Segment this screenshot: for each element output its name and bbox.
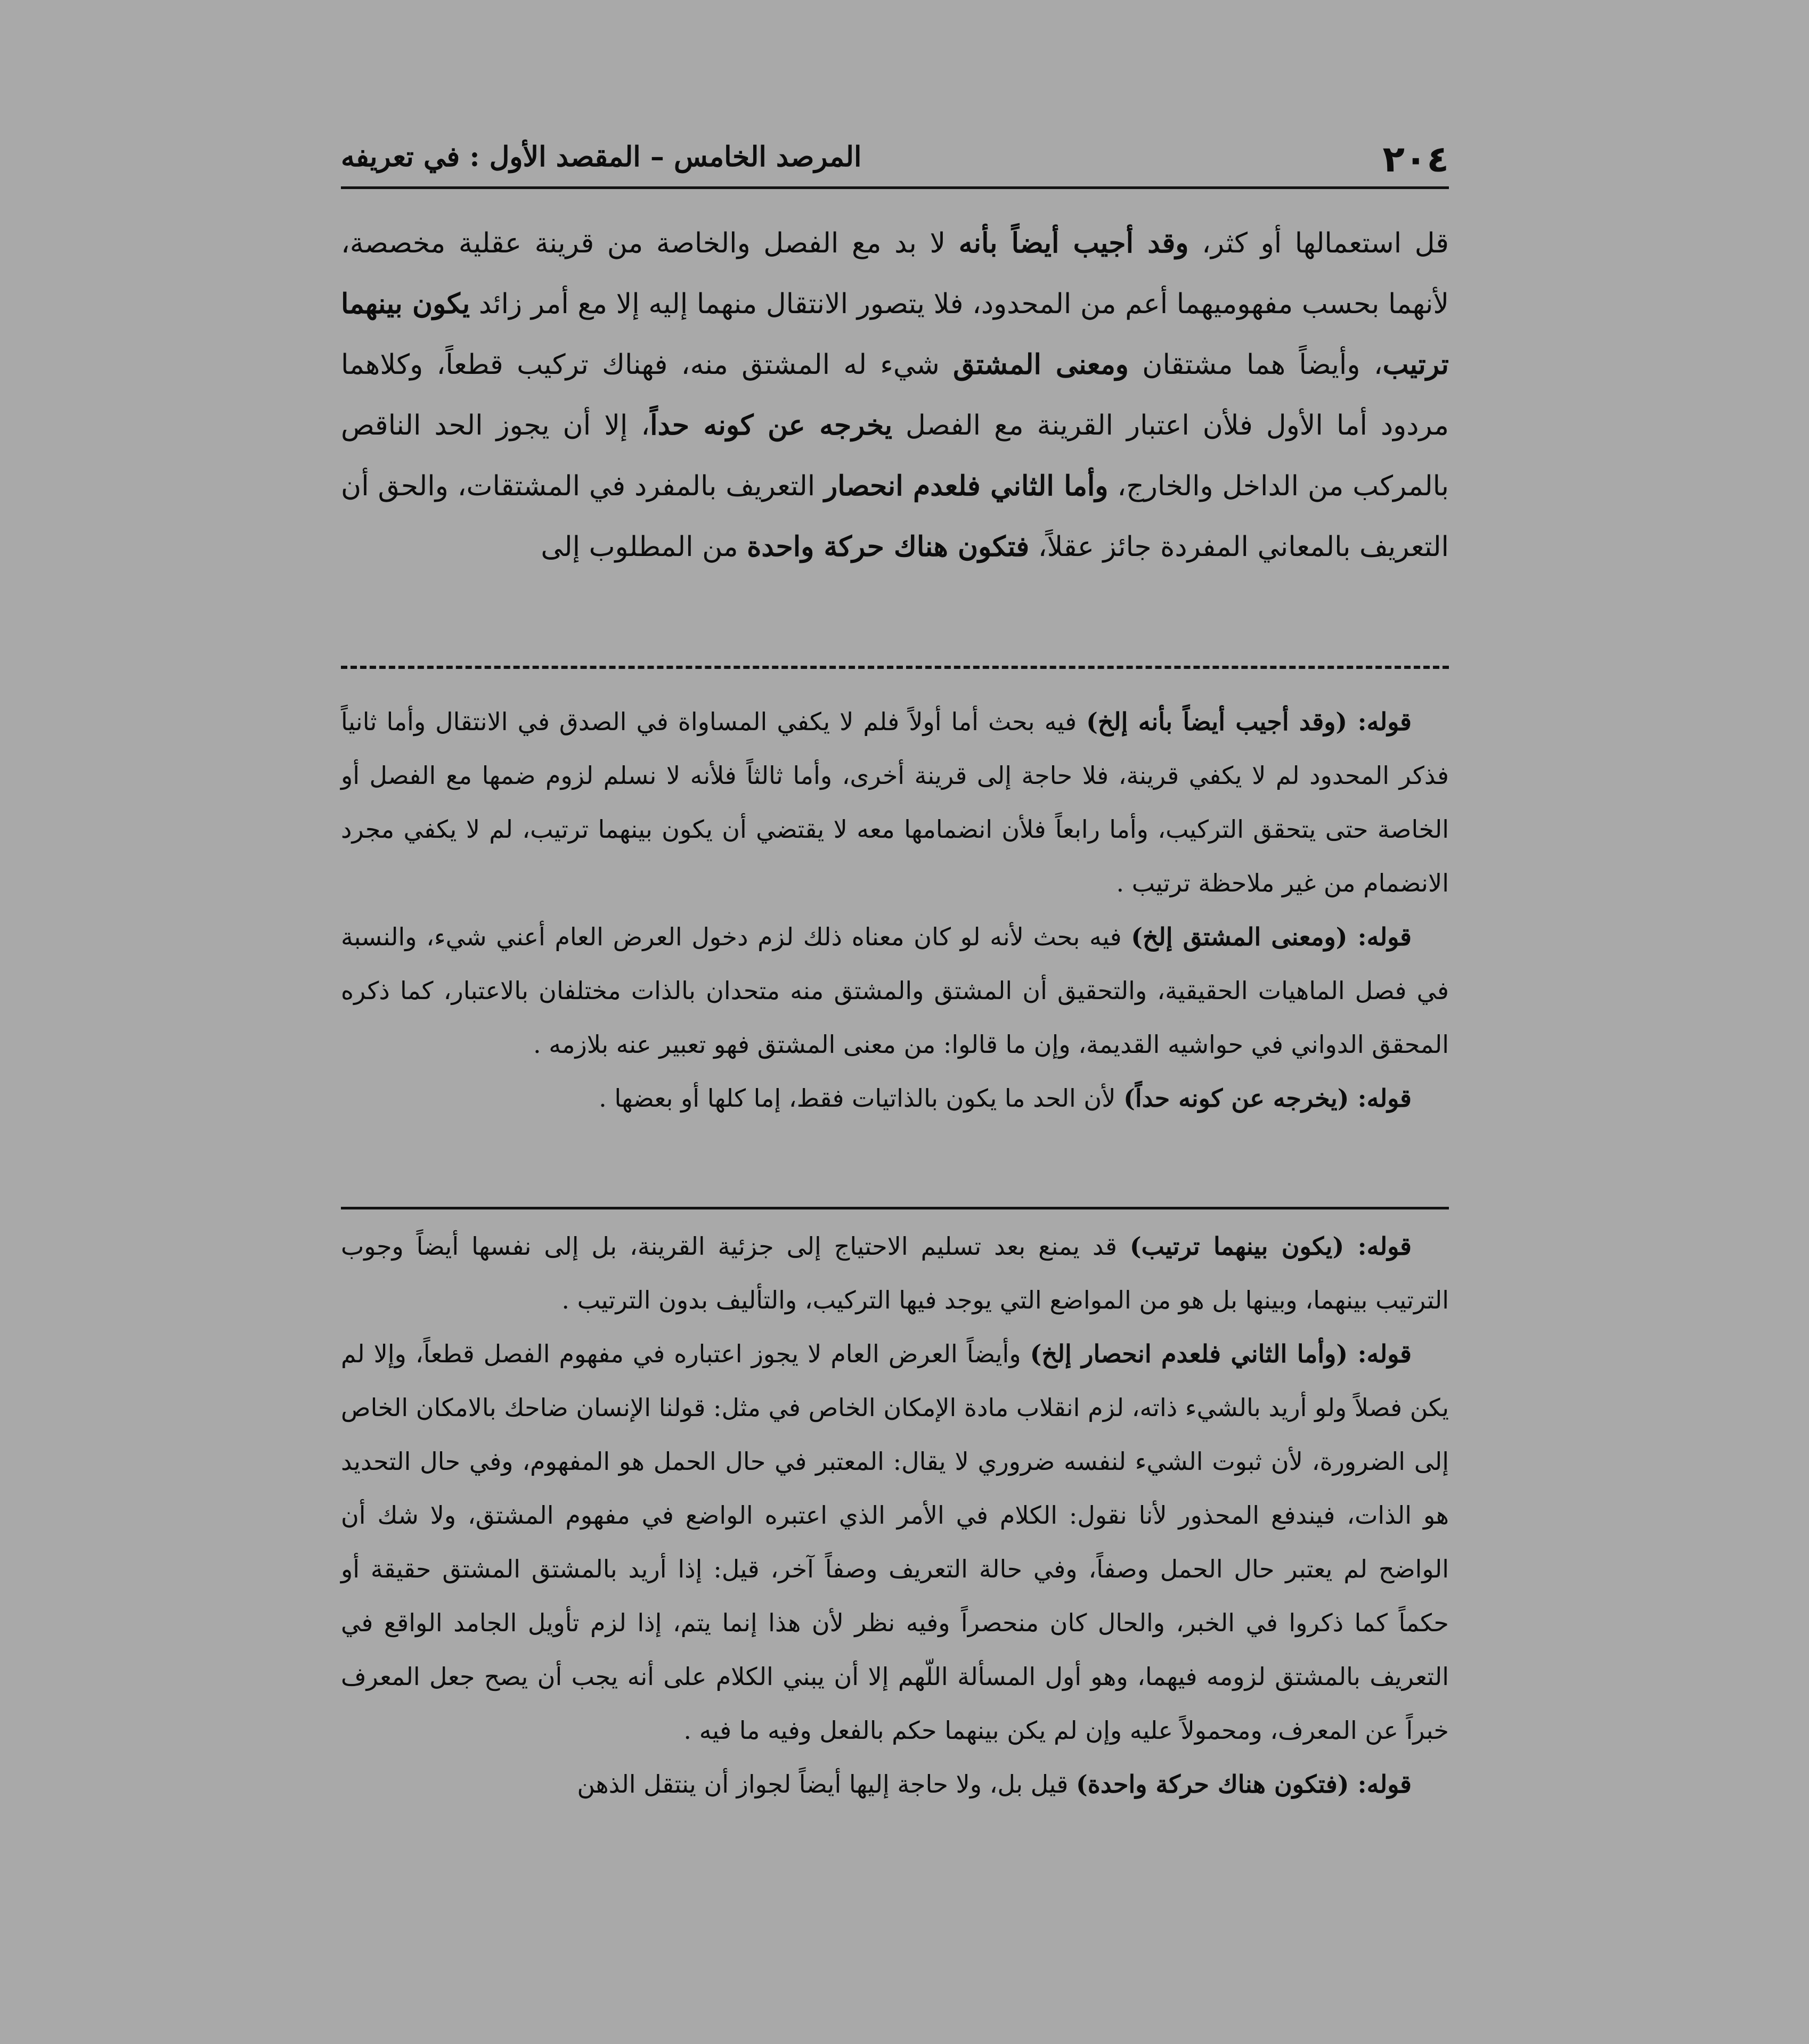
- text-span: التعريف بالمفرد في المشتقات، والحق أن التعريف بالمعاني المفردة جائز عقلاً،: [341, 470, 1449, 563]
- book-page: [341, 117, 1449, 2044]
- note-body: قيل بل، ولا حاجة إليها أيضاً لجواز أن ينتقل الذهن: [577, 1770, 1077, 1798]
- note-body: وأيضاً العرض العام لا يجوز اعتباره في مفهوم الفصل قطعاً، وإلا لم يكن فصلاً ولو أريد بالشيء ذاته، لزم انقلاب مادة الإمكان الخاص في مثل: قولنا الإنسان ضاحك بالامكان الخاص إلى الضرورة، لأن ثبوت الشيء لنفسه ضروري لا يقال: المعتبر في حال الحمل هو المفهوم، وفي حال التحديد هو الذات، فيندفع المحذور لأنا نقول: الكلام في الأمر الذي اعتبره الواضع في مفهوم المشتق، ولا شك أن الواضح لم يعتبر حال الحمل وصفاً، وفي حالة التعريف وصفاً آخر، قيل: إذا أريد بالمشتق المشتق حقيقة أو حكماً كما ذكروا في الخبر، والحال كان منحصراً وفيه نظر لأن هذا إنما يتم، إذا لزم تأويل الجامد الواقع في التعريف بالمشتق لزومه فيهما، وهو أول المسألة اللّهم إلا أن يبني الكلام على أنه يجب أن يصح جعل المعرف خبراً عن المعرف، ومحمولاً عليه وإن لم يكن بينهما حكم بالفعل وفيه ما فيه .: [341, 1339, 1449, 1745]
- note-label: قوله: [1366, 1339, 1412, 1368]
- note-label: قوله: [1366, 922, 1412, 951]
- bold-phrase: وأما الثاني فلعدم انحصار: [824, 470, 1109, 502]
- running-title: المرصد الخامس – المقصد الأول : في تعريفه: [341, 141, 862, 173]
- note-body: فيه بحث أما أولاً فلم لا يكفي المساواة في الصدق في الانتقال وأما ثانياً فذكر المحدود لم لا يكفي قرينة، فلا حاجة إلى قرينة أخرى، وأما ثالثاً فلأنه لا نسلم لزوم ضمها مع الفصل أو الخاصة حتى يتحقق التركيب، وأما رابعاً فلأن انضمامها معه لا يقتضي أن يكون بينهما ترتيب، لم لا يكفي مجرد الانضمام من غير ملاحظة ترتيب .: [341, 707, 1449, 897]
- bold-phrase: يكون بينهما ترتيب: [341, 288, 1449, 381]
- text-span: شيء له المشتق منه، فهناك تركيب قطعاً، وكلاهما مردود أما الأول فلأن اعتبار القرينة مع الفصل: [341, 349, 1449, 441]
- commentary-paragraph: [341, 910, 1449, 1072]
- main-paragraph: [341, 213, 1449, 577]
- text-span: ، إلا أن يجوز الحد الناقص بالمركب من الداخل والخارج،: [341, 410, 1449, 502]
- bold-phrase: فتكون هناك حركة واحدة: [747, 530, 1030, 563]
- note-body: لأن الحد ما يكون بالذاتيات فقط، إما كلها أو بعضها .: [599, 1084, 1124, 1113]
- commentary-paragraph: [341, 1327, 1449, 1757]
- bold-phrase: وقد أجيب أيضاً بأنه: [958, 227, 1189, 259]
- note-quote: : (وأما الثاني فلعدم انحصار إلخ): [1030, 1339, 1367, 1368]
- commentary-paragraph: [341, 1220, 1449, 1327]
- note-body: فيه بحث لأنه لو كان معناه ذلك لزم دخول العرض العام أعني شيء، والنسبة في فصل الماهيات الحقيقية، والتحقيق أن المشتق والمشتق منه متحدان بالذات مختلفان بالاعتبار، كما ذكره المحقق الدواني في حواشيه القديمة، وإن ما قالوا: من معنى المشتق فهو تعبير عنه بلازمه .: [341, 922, 1449, 1059]
- note-body: قد يمنع بعد تسليم الاحتياج إلى جزئية القرينة، بل إلى نفسها أيضاً وجوب الترتيب بينهما، وبينها بل هو من المواضع التي يوجد فيها التركيب، والتأليف بدون الترتيب .: [341, 1232, 1449, 1314]
- note-quote: : (فتكون هناك حركة واحدة): [1076, 1770, 1367, 1798]
- solid-separator: [341, 1207, 1449, 1209]
- main-text: [341, 213, 1449, 577]
- note-label: قوله: [1366, 1770, 1412, 1798]
- text-span: قل استعمالها أو كثر،: [1188, 227, 1449, 259]
- commentary-paragraph: [341, 1072, 1449, 1125]
- note-label: قوله: [1366, 1232, 1412, 1261]
- bold-phrase: ومعنى المشتق: [953, 348, 1129, 381]
- commentary-paragraph: [341, 695, 1449, 910]
- note-quote: : (ومعنى المشتق إلخ): [1131, 922, 1367, 951]
- page-number: ٢٠٤: [1382, 138, 1449, 181]
- note-quote: : (يكون بينهما ترتيب): [1129, 1232, 1367, 1261]
- note-quote: : (وقد أجيب أيضاً بأنه إلخ): [1086, 707, 1367, 736]
- note-label: قوله: [1366, 1084, 1412, 1113]
- text-span: ، وأيضاً هما مشتقان: [1128, 349, 1383, 381]
- text-span: لا بد مع الفصل والخاصة من قرينة عقلية مخصصة، لأنهما بحسب مفهوميهما أعم من المحدود، فلا يتصور الانتقال منهما إليه إلا مع أمر زائد: [341, 227, 1449, 320]
- commentary-paragraph: [341, 1757, 1449, 1811]
- commentary-upper: [341, 695, 1449, 1125]
- commentary-lower: [341, 1220, 1449, 1811]
- text-span: من المطلوب إلى: [541, 531, 747, 563]
- bold-phrase: يخرجه عن كونه حداً: [650, 409, 893, 441]
- note-quote: : (يخرجه عن كونه حداً): [1123, 1084, 1367, 1113]
- page-header: [341, 128, 1449, 189]
- note-label: قوله: [1366, 707, 1412, 736]
- dashed-separator: [341, 666, 1449, 669]
